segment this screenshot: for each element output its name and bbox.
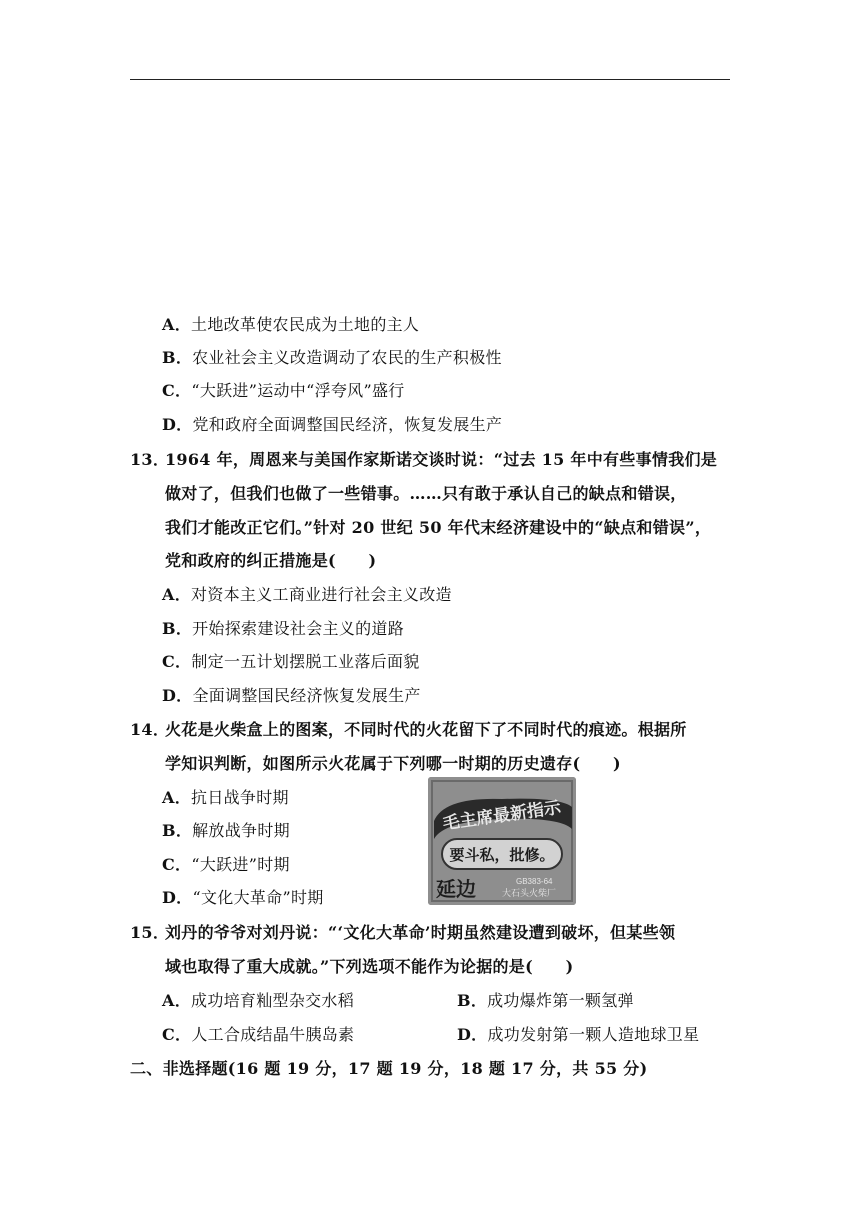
option-letter: C． (162, 381, 192, 400)
option-letter: A． (162, 315, 192, 334)
option-letter: D． (162, 888, 193, 907)
option-text: “大跃进”运动中“浮夸风”盛行 (191, 381, 405, 400)
option-letter: C． (162, 1025, 192, 1044)
q14-option-d (162, 888, 324, 908)
q12-option-d (162, 415, 502, 435)
banner-text: 毛主席最新指示 (441, 797, 563, 834)
option-letter: D． (457, 1025, 488, 1044)
option-letter: A． (162, 788, 192, 807)
option-text: “文化大革命”时期 (192, 888, 324, 907)
option-text: 成功培育籼型杂交水稻 (191, 991, 355, 1010)
q14-stem-line-1: 火花是火柴盒上的图案，不同时代的火花留下了不同时代的痕迹。根据所 (165, 720, 687, 739)
option-text: 开始探索建设社会主义的道路 (192, 619, 405, 638)
option-text: 成功爆炸第一颗氢弹 (487, 991, 634, 1010)
section-heading: 二、非选择题(16 题 19 分，17 题 19 分，18 题 17 分，共 55 分) (130, 1059, 648, 1078)
option-letter: D． (162, 686, 193, 705)
q14-option-a (162, 788, 289, 808)
option-text: 制定一五计划摆脱工业落后面貌 (191, 652, 420, 671)
q15-stem-line-1: 刘丹的爷爷对刘丹说：“‘文化大革命’时期虽然建设遭到破坏，但某些领 (165, 923, 676, 942)
q15-option-c (162, 1025, 354, 1045)
slogan-text: 要斗私，批修。 (449, 848, 555, 864)
q15-stem-line-2: 域也取得了重大成就。”下列选项不能作为论据的是( ) (165, 957, 574, 976)
q15-option-b (457, 991, 634, 1011)
q13-option-b (162, 619, 404, 639)
option-text: “大跃进”时期 (191, 855, 290, 874)
q12-option-c (162, 381, 405, 401)
matchbox-label-image (428, 777, 576, 905)
option-letter: B． (162, 348, 193, 367)
option-text: 人工合成结晶牛胰岛素 (191, 1025, 355, 1044)
option-text: 抗日战争时期 (191, 788, 289, 807)
q15-option-a (162, 991, 354, 1011)
option-letter: C． (162, 855, 192, 874)
option-text: 对资本主义工商业进行社会主义改造 (191, 585, 452, 604)
q14-option-c (162, 855, 290, 875)
q12-option-a (162, 315, 419, 335)
option-text: 解放战争时期 (192, 821, 290, 840)
q13-stem-line-4: 党和政府的纠正措施是( ) (165, 551, 377, 570)
option-letter: D． (162, 415, 193, 434)
q13-stem-line-3: 我们才能改正它们。”针对 20 世纪 50 年代末经济建设中的“缺点和错误”， (165, 518, 712, 537)
header-rule (130, 79, 730, 80)
q13-option-c (162, 652, 420, 672)
option-text: 农业社会主义改造调动了农民的生产积极性 (192, 348, 502, 367)
option-text: 土地改革使农民成为土地的主人 (191, 315, 420, 334)
matchbox-label-drawing (428, 777, 576, 905)
factory-text: 大石头火柴厂 (502, 888, 557, 898)
q14-number: 14． (130, 720, 170, 739)
q13-stem-line-2: 做对了，但我们也做了一些错事。……只有敢于承认自己的缺点和错误， (165, 484, 687, 503)
option-text: 成功发射第一颗人造地球卫星 (487, 1025, 700, 1044)
q15-number: 15． (130, 923, 170, 942)
q13-option-a (162, 585, 452, 605)
option-letter: B． (162, 821, 193, 840)
q15-option-d (457, 1025, 699, 1045)
q12-option-b (162, 348, 502, 368)
option-letter: C． (162, 652, 192, 671)
code-text: GB383-64 (516, 877, 553, 886)
q13-option-d (162, 686, 421, 706)
q14-option-b (162, 821, 290, 841)
q14-stem-line-2: 学知识判断，如图所示火花属于下列哪一时期的历史遗存( ) (165, 754, 621, 773)
option-letter: A． (162, 991, 192, 1010)
option-text: 全面调整国民经济恢复发展生产 (192, 686, 421, 705)
option-letter: B． (457, 991, 488, 1010)
q13-number: 13． (130, 450, 170, 469)
option-letter: A． (162, 585, 192, 604)
brand-text: 延边 (436, 879, 476, 901)
q13-stem-line-1: 1964 年，周恩来与美国作家斯诺交谈时说：“过去 15 年中有些事情我们是 (165, 450, 718, 469)
option-letter: B． (162, 619, 193, 638)
option-text: 党和政府全面调整国民经济，恢复发展生产 (192, 415, 503, 434)
